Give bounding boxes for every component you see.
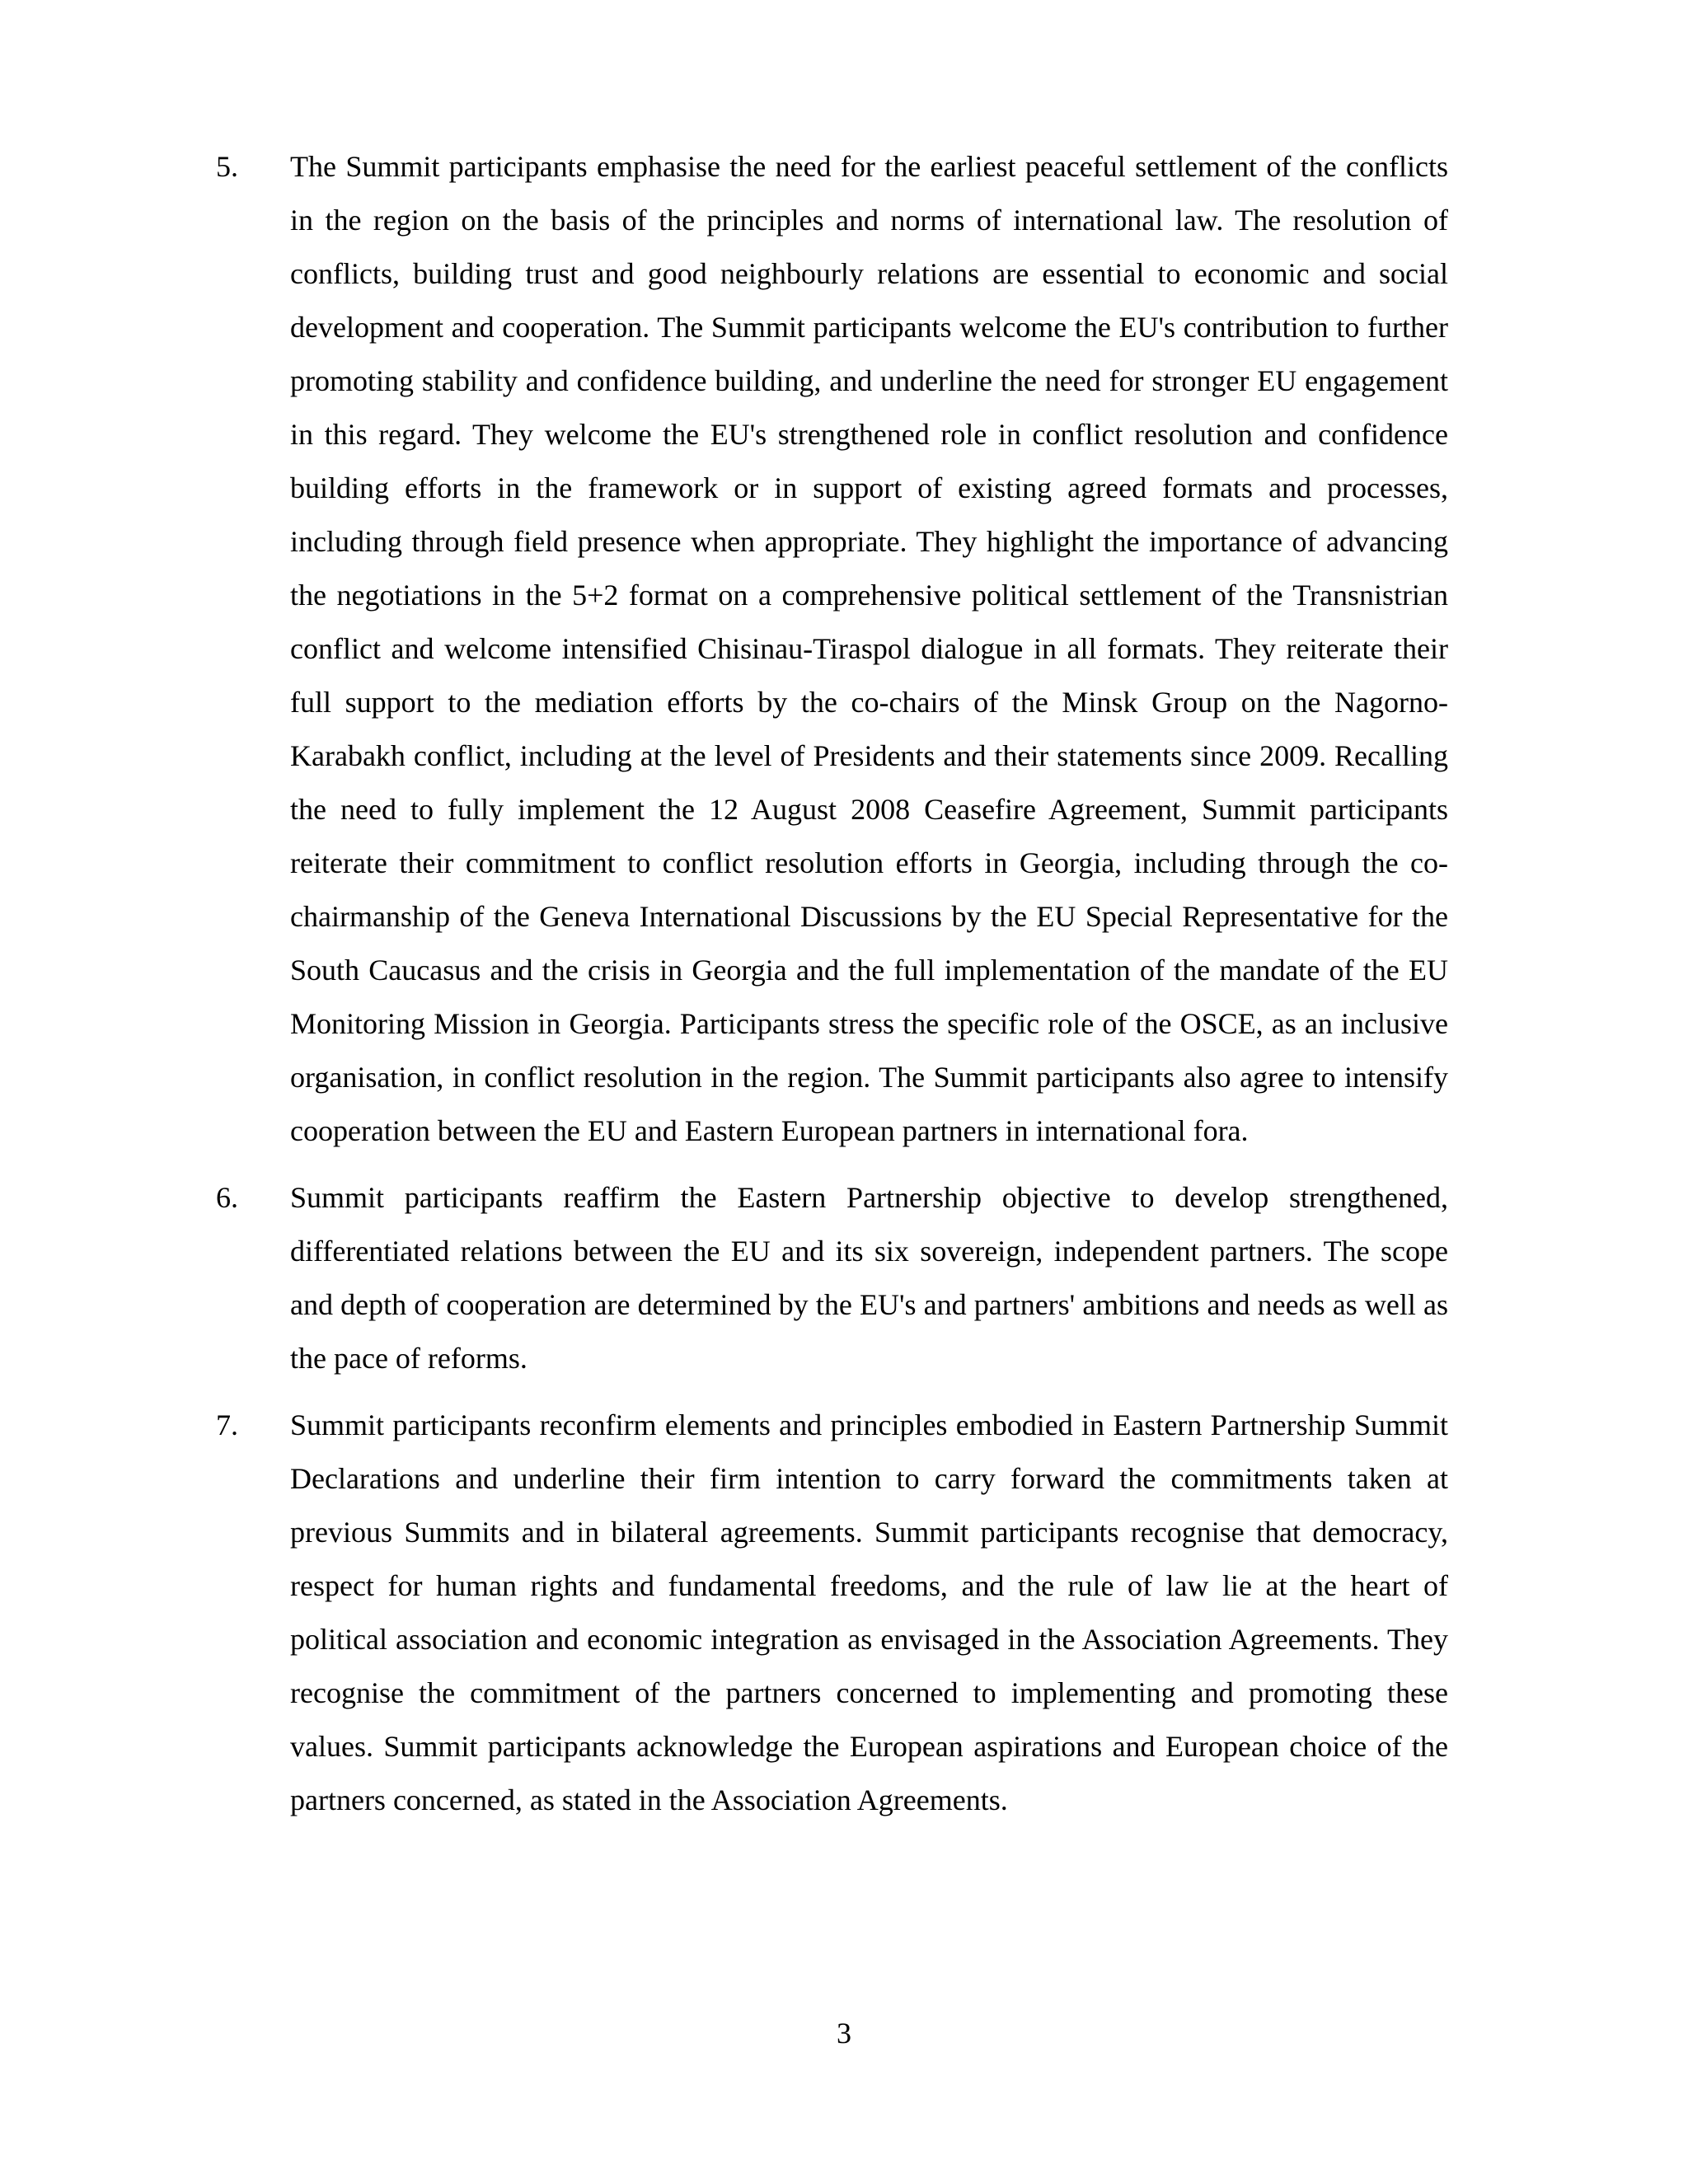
page-number: 3 [837,2017,851,2050]
paragraph-number: 7. [216,1408,238,1441]
paragraph-text: Summit participants reconfirm elements and principles embodied in Eastern Partnership Summit Declarations and underline their firm intention to carry forward the commitments taken at previous Summits and in bilateral agreements. Summit participants recognise that democracy, respect for human rights and fundamental freedoms, and the rule of law lie at the heart of political association and economic integration as envisaged in the Association Agreements. They recognise the commitment of the partners concerned to implementing and promoting these values. Summit participants acknowledge the European aspirations and European choice of the partners concerned, as stated in the Association Agreements. [290,1408,1448,1816]
paragraph-text: Summit participants reaffirm the Eastern Partnership objective to develop strengthened, differentiated relations between the EU and its six sovereign, independent partners. The scope and depth of cooperation are determined by the EU's and partners' ambitions and needs as well as the pace of reforms. [290,1181,1448,1375]
paragraph-6 [216,1171,1448,1385]
paragraph-list [216,140,1448,1840]
paragraph-text: The Summit participants emphasise the need for the earliest peaceful settlement of the conflicts in the region on the basis of the principles and norms of international law. The resolution of conflicts, building trust and good neighbourly relations are essential to economic and social development and cooperation. The Summit participants welcome the EU's contribution to further promoting stability and confidence building, and underline the need for stronger EU engagement in this regard. They welcome the EU's strengthened role in conflict resolution and confidence building efforts in the framework or in support of existing agreed formats and processes, including through field presence when appropriate. They highlight the importance of advancing the negotiations in the 5+2 format on a comprehensive political settlement of the Transnistrian conflict and welcome intensified Chisinau-Tiraspol dialogue in all formats. They reiterate their full support to the mediation efforts by the co-chairs of the Minsk Group on the Nagorno-Karabakh conflict, including at the level of Presidents and their statements since 2009. Recalling the need to fully implement the 12 August 2008 Ceasefire Agreement, Summit participants reiterate their commitment to conflict resolution efforts in Georgia, including through the co-chairmanship of the Geneva International Discussions by the EU Special Representative for the South Caucasus and the crisis in Georgia and the full implementation of the mandate of the EU Monitoring Mission in Georgia. Participants stress the specific role of the OSCE, as an inclusive organisation, in conflict resolution in the region. The Summit participants also agree to intensify cooperation between the EU and Eastern European partners in international fora. [290,150,1448,1147]
paragraph-5 [216,140,1448,1158]
paragraph-7 [216,1399,1448,1827]
paragraph-number: 6. [216,1181,238,1214]
paragraph-number: 5. [216,150,238,183]
